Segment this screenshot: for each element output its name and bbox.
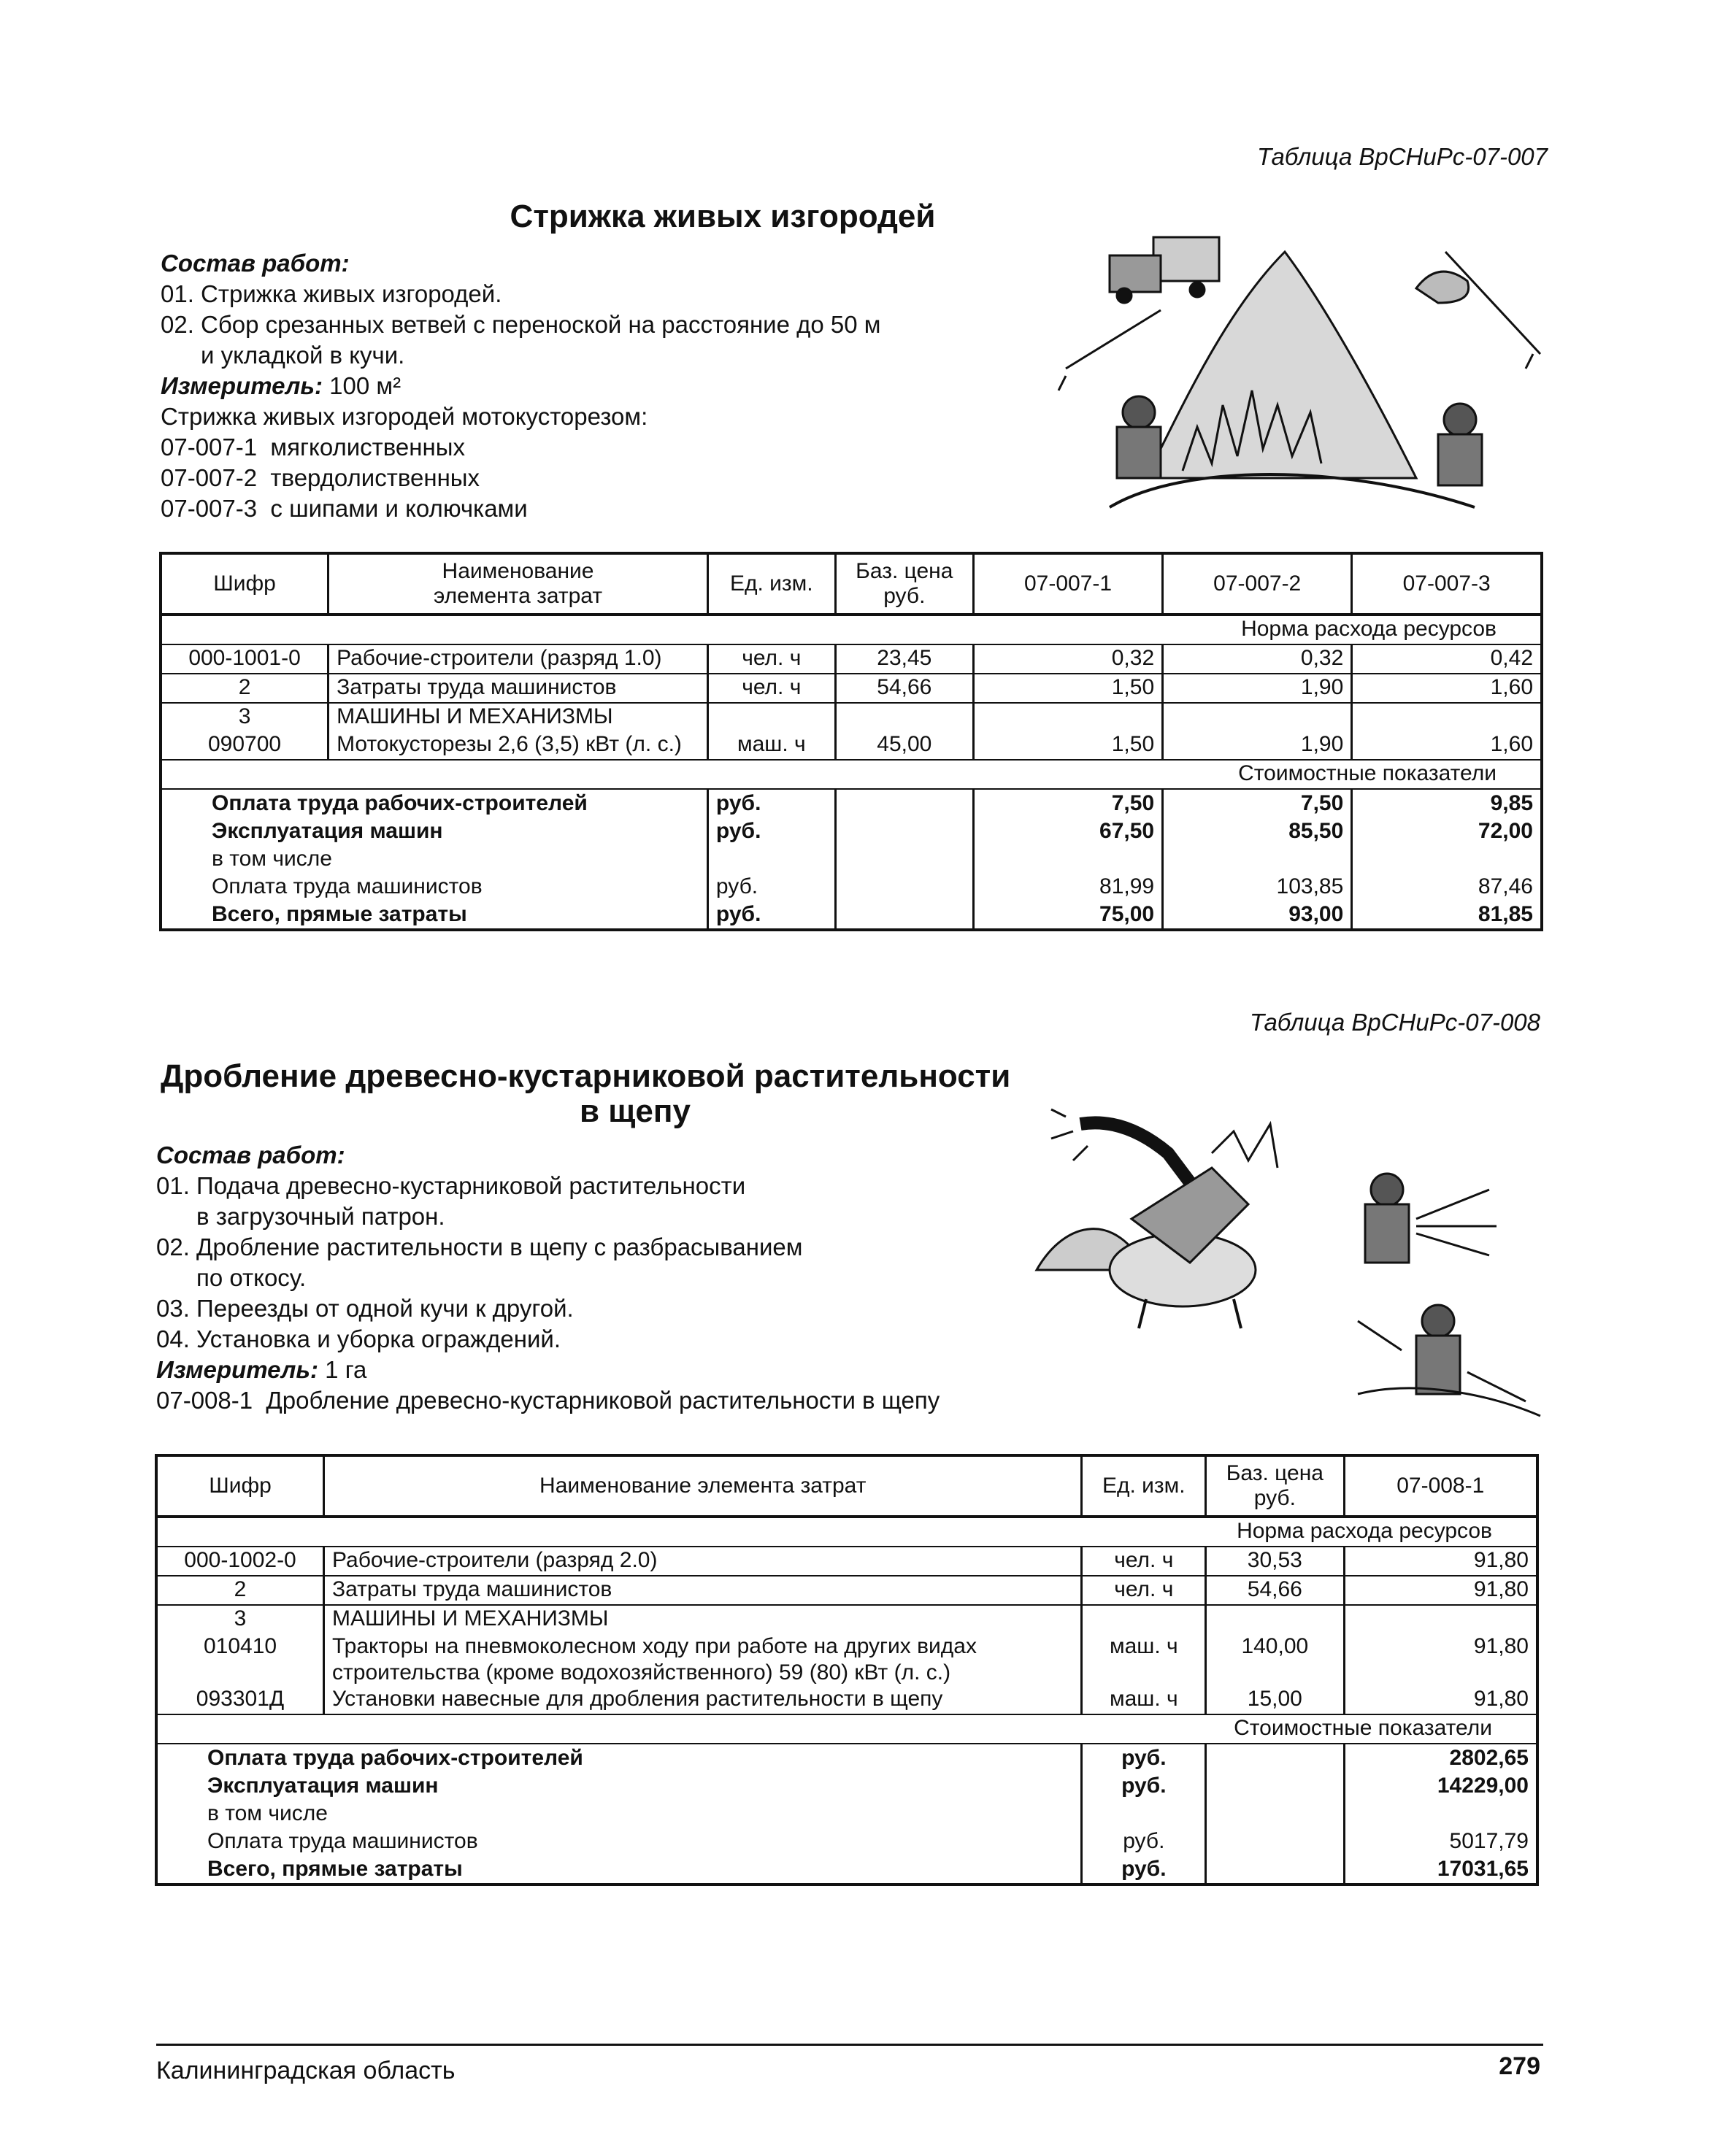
header-cell: Шифр — [156, 1455, 324, 1517]
price-cell — [1206, 1828, 1344, 1855]
value-cell: 0,32 — [1163, 644, 1352, 674]
value-cell: 75,00 — [973, 901, 1162, 930]
value-cell: 1,90 — [1163, 731, 1352, 760]
value-cell: 1,50 — [973, 674, 1162, 703]
price-cell — [835, 873, 973, 901]
table-row — [156, 1605, 1537, 1633]
name-cell: Установки навесные для дробления растительности в щепу — [324, 1686, 1082, 1714]
cost-row — [161, 817, 1542, 845]
composition-item: 02. Дробление растительности в щепу с разбрасыванием — [156, 1233, 803, 1260]
value-cell: 14229,00 — [1344, 1772, 1537, 1800]
cost-row — [161, 873, 1542, 901]
name-cell: Рабочие-строители (разряд 2.0) — [324, 1547, 1082, 1576]
value-cell: 91,80 — [1344, 1576, 1537, 1605]
unit-cell: чел. ч — [1082, 1576, 1206, 1605]
cost-section-label: Стоимостные показатели — [161, 760, 1542, 789]
unit-cell: маш. ч — [1082, 1686, 1206, 1714]
name-cell: МАШИНЫ И МЕХАНИЗМЫ — [324, 1605, 1082, 1633]
price-cell — [835, 901, 973, 930]
unit-cell: руб. — [1082, 1828, 1206, 1855]
value-cell — [1163, 703, 1352, 731]
unit-cell — [1082, 1800, 1206, 1828]
cost-table-07-007 — [159, 552, 1543, 931]
value-cell: 72,00 — [1352, 817, 1542, 845]
unit-cell: руб. — [707, 873, 835, 901]
meter-line — [161, 371, 1037, 401]
composition-item: 01. Стрижка живых изгородей. — [161, 280, 502, 307]
unit-cell: руб. — [1082, 1855, 1206, 1884]
value-cell: 87,46 — [1352, 873, 1542, 901]
wood-chipper-illustration — [1022, 1102, 1548, 1423]
composition-item: по откосу. — [156, 1264, 307, 1291]
composition-title: Состав работ: — [156, 1141, 345, 1169]
value-cell — [1163, 845, 1352, 873]
value-cell: 2802,65 — [1344, 1744, 1537, 1772]
value-cell: 0,42 — [1352, 644, 1542, 674]
cost-row — [156, 1772, 1537, 1800]
composition-item: в загрузочный патрон. — [156, 1203, 445, 1230]
unit-cell: маш. ч — [707, 731, 835, 760]
value-cell: 1,50 — [973, 731, 1162, 760]
table-row — [161, 731, 1542, 760]
price-cell: 54,66 — [835, 674, 973, 703]
section-title-07-007: Стрижка живых изгородей — [510, 199, 936, 234]
header-cell: 07-007-2 — [1163, 553, 1352, 615]
price-cell — [835, 789, 973, 817]
norm-section-row — [156, 1517, 1537, 1547]
item-line: 07-007-3 с шипами и колючками — [161, 495, 528, 522]
code-cell: 000-1002-0 — [156, 1547, 324, 1576]
value-cell: 93,00 — [1163, 901, 1352, 930]
price-cell — [835, 817, 973, 845]
name-cell: Тракторы на пневмоколесном ходу при работе на других видах строительства (кроме водохозяйственного) 59 (80) кВт (л. с.) — [324, 1633, 1082, 1686]
unit-cell — [707, 845, 835, 873]
table-row — [156, 1686, 1537, 1714]
meter-value: 1 га — [325, 1356, 367, 1383]
price-cell: 30,53 — [1206, 1547, 1344, 1576]
unit-cell: руб. — [707, 901, 835, 930]
name-cell: Затраты труда машинистов — [329, 674, 708, 703]
price-cell — [1206, 1855, 1344, 1884]
section-body-07-008 — [156, 1140, 1069, 1416]
composition-title: Состав работ: — [161, 250, 350, 277]
value-cell: 9,85 — [1352, 789, 1542, 817]
value-cell: 67,50 — [973, 817, 1162, 845]
code-cell: 2 — [161, 674, 329, 703]
name-cell: Затраты труда машинистов — [324, 1576, 1082, 1605]
cost-name-cell: Оплата труда рабочих-строителей — [156, 1744, 1082, 1772]
cost-name-cell: Всего, прямые затраты — [161, 901, 707, 930]
value-cell — [1352, 703, 1542, 731]
code-cell: 000-1001-0 — [161, 644, 329, 674]
section-title-07-008-line2: в щепу — [580, 1093, 691, 1129]
table-row — [161, 703, 1542, 731]
cost-section-row — [161, 760, 1542, 789]
cost-name-cell: Эксплуатация машин — [161, 817, 707, 845]
value-cell — [1344, 1800, 1537, 1828]
table-row — [161, 674, 1542, 703]
composition-item: 04. Установка и уборка ограждений. — [156, 1325, 561, 1352]
cost-row — [156, 1828, 1537, 1855]
cost-row — [156, 1800, 1537, 1828]
price-cell: 45,00 — [835, 731, 973, 760]
table-row — [156, 1633, 1537, 1686]
value-cell — [973, 703, 1162, 731]
cost-row — [161, 789, 1542, 817]
value-cell: 103,85 — [1163, 873, 1352, 901]
norm-section-label: Норма расхода ресурсов — [161, 615, 1542, 644]
composition-item: 01. Подача древесно-кустарниковой растительности — [156, 1172, 746, 1199]
header-cell: 07-007-3 — [1352, 553, 1542, 615]
cost-row — [161, 901, 1542, 930]
intro-line: Стрижка живых изгородей мотокусторезом: — [161, 403, 648, 430]
composition-item: 02. Сбор срезанных ветвей с переноской на расстояние до 50 м — [161, 311, 881, 338]
value-cell: 1,90 — [1163, 674, 1352, 703]
code-cell: 3 — [161, 703, 329, 731]
header-cell: 07-007-1 — [973, 553, 1162, 615]
value-cell: 81,99 — [973, 873, 1162, 901]
unit-cell — [1082, 1605, 1206, 1633]
price-cell: 140,00 — [1206, 1633, 1344, 1686]
code-cell: 010410 — [156, 1633, 324, 1686]
table-row — [156, 1576, 1537, 1605]
footer-region: Калининградская область — [156, 2057, 456, 2084]
cost-section-row — [156, 1714, 1537, 1744]
composition-item: и укладкой в кучи. — [161, 342, 405, 369]
unit-cell — [707, 703, 835, 731]
value-cell: 81,85 — [1352, 901, 1542, 930]
cost-name-cell: Оплата труда рабочих-строителей — [161, 789, 707, 817]
code-cell: 3 — [156, 1605, 324, 1633]
price-cell — [1206, 1772, 1344, 1800]
value-cell: 17031,65 — [1344, 1855, 1537, 1884]
table-row — [156, 1547, 1537, 1576]
table-row — [161, 644, 1542, 674]
page-number: 279 — [1499, 2052, 1540, 2080]
unit-cell: чел. ч — [1082, 1547, 1206, 1576]
item-line: 07-008-1 Дробление древесно-кустарниковой растительности в щепу — [156, 1387, 940, 1414]
value-cell: 7,50 — [1163, 789, 1352, 817]
cost-section-label: Стоимостные показатели — [156, 1714, 1537, 1744]
value-cell: 91,80 — [1344, 1686, 1537, 1714]
value-cell: 0,32 — [973, 644, 1162, 674]
unit-cell: чел. ч — [707, 644, 835, 674]
table-header-row — [161, 553, 1542, 615]
cost-row — [156, 1855, 1537, 1884]
section-title-07-008-line1: Дробление древесно-кустарниковой растительности — [161, 1058, 1011, 1094]
header-cell: Наименование элемента затрат — [324, 1455, 1082, 1517]
header-cell: Шифр — [161, 553, 329, 615]
price-cell — [1206, 1744, 1344, 1772]
value-cell: 85,50 — [1163, 817, 1352, 845]
name-cell: Рабочие-строители (разряд 1.0) — [329, 644, 708, 674]
unit-cell: чел. ч — [707, 674, 835, 703]
table-header-row — [156, 1455, 1537, 1517]
header-cell: Наименование элемента затрат — [329, 553, 708, 615]
value-cell: 91,80 — [1344, 1633, 1537, 1686]
value-cell: 7,50 — [973, 789, 1162, 817]
value-cell — [1352, 845, 1542, 873]
value-cell: 1,60 — [1352, 674, 1542, 703]
meter-value: 100 м² — [329, 372, 402, 399]
cost-name-cell: в том числе — [156, 1800, 1082, 1828]
cost-name-cell: Оплата труда машинистов — [161, 873, 707, 901]
meter-label: Измеритель: — [161, 372, 323, 399]
value-cell: 5017,79 — [1344, 1828, 1537, 1855]
header-cell: Ед. изм. — [707, 553, 835, 615]
meter-line — [156, 1355, 1069, 1385]
price-cell — [1206, 1605, 1344, 1633]
item-line: 07-007-2 твердолиственных — [161, 464, 480, 491]
code-cell: 093301Д — [156, 1686, 324, 1714]
unit-cell: маш. ч — [1082, 1633, 1206, 1686]
table-label-07-008: Таблица ВрСНиРс-07-008 — [1250, 1009, 1540, 1036]
value-cell: 1,60 — [1352, 731, 1542, 760]
header-cell: 07-008-1 — [1344, 1455, 1537, 1517]
price-cell — [835, 703, 973, 731]
norm-section-row — [161, 615, 1542, 644]
cost-name-cell: Эксплуатация машин — [156, 1772, 1082, 1800]
table-label-07-007: Таблица ВрСНиРс-07-007 — [1257, 143, 1548, 170]
header-cell: Баз. цена руб. — [835, 553, 973, 615]
price-cell — [835, 845, 973, 873]
cost-table-07-008 — [155, 1454, 1539, 1886]
cost-row — [156, 1744, 1537, 1772]
name-cell: Мотокусторезы 2,6 (3,5) кВт (л. с.) — [329, 731, 708, 760]
item-line: 07-007-1 мягколиственных — [161, 434, 465, 461]
value-cell — [1344, 1605, 1537, 1633]
header-cell: Баз. цена руб. — [1206, 1455, 1344, 1517]
cost-name-cell: в том числе — [161, 845, 707, 873]
section-body-07-007 — [161, 248, 1037, 524]
meter-label: Измеритель: — [156, 1356, 318, 1383]
price-cell: 15,00 — [1206, 1686, 1344, 1714]
price-cell — [1206, 1800, 1344, 1828]
hedge-trimming-illustration — [1037, 223, 1548, 515]
composition-item: 03. Переезды от одной кучи к другой. — [156, 1295, 574, 1322]
unit-cell: руб. — [707, 789, 835, 817]
unit-cell: руб. — [1082, 1772, 1206, 1800]
norm-section-label: Норма расхода ресурсов — [156, 1517, 1537, 1547]
code-cell: 2 — [156, 1576, 324, 1605]
cost-name-cell: Оплата труда машинистов — [156, 1828, 1082, 1855]
value-cell — [973, 845, 1162, 873]
unit-cell: руб. — [1082, 1744, 1206, 1772]
cost-row — [161, 845, 1542, 873]
unit-cell: руб. — [707, 817, 835, 845]
cost-name-cell: Всего, прямые затраты — [156, 1855, 1082, 1884]
footer-divider — [156, 2044, 1543, 2046]
price-cell: 54,66 — [1206, 1576, 1344, 1605]
price-cell: 23,45 — [835, 644, 973, 674]
header-cell: Ед. изм. — [1082, 1455, 1206, 1517]
code-cell: 090700 — [161, 731, 329, 760]
name-cell: МАШИНЫ И МЕХАНИЗМЫ — [329, 703, 708, 731]
value-cell: 91,80 — [1344, 1547, 1537, 1576]
